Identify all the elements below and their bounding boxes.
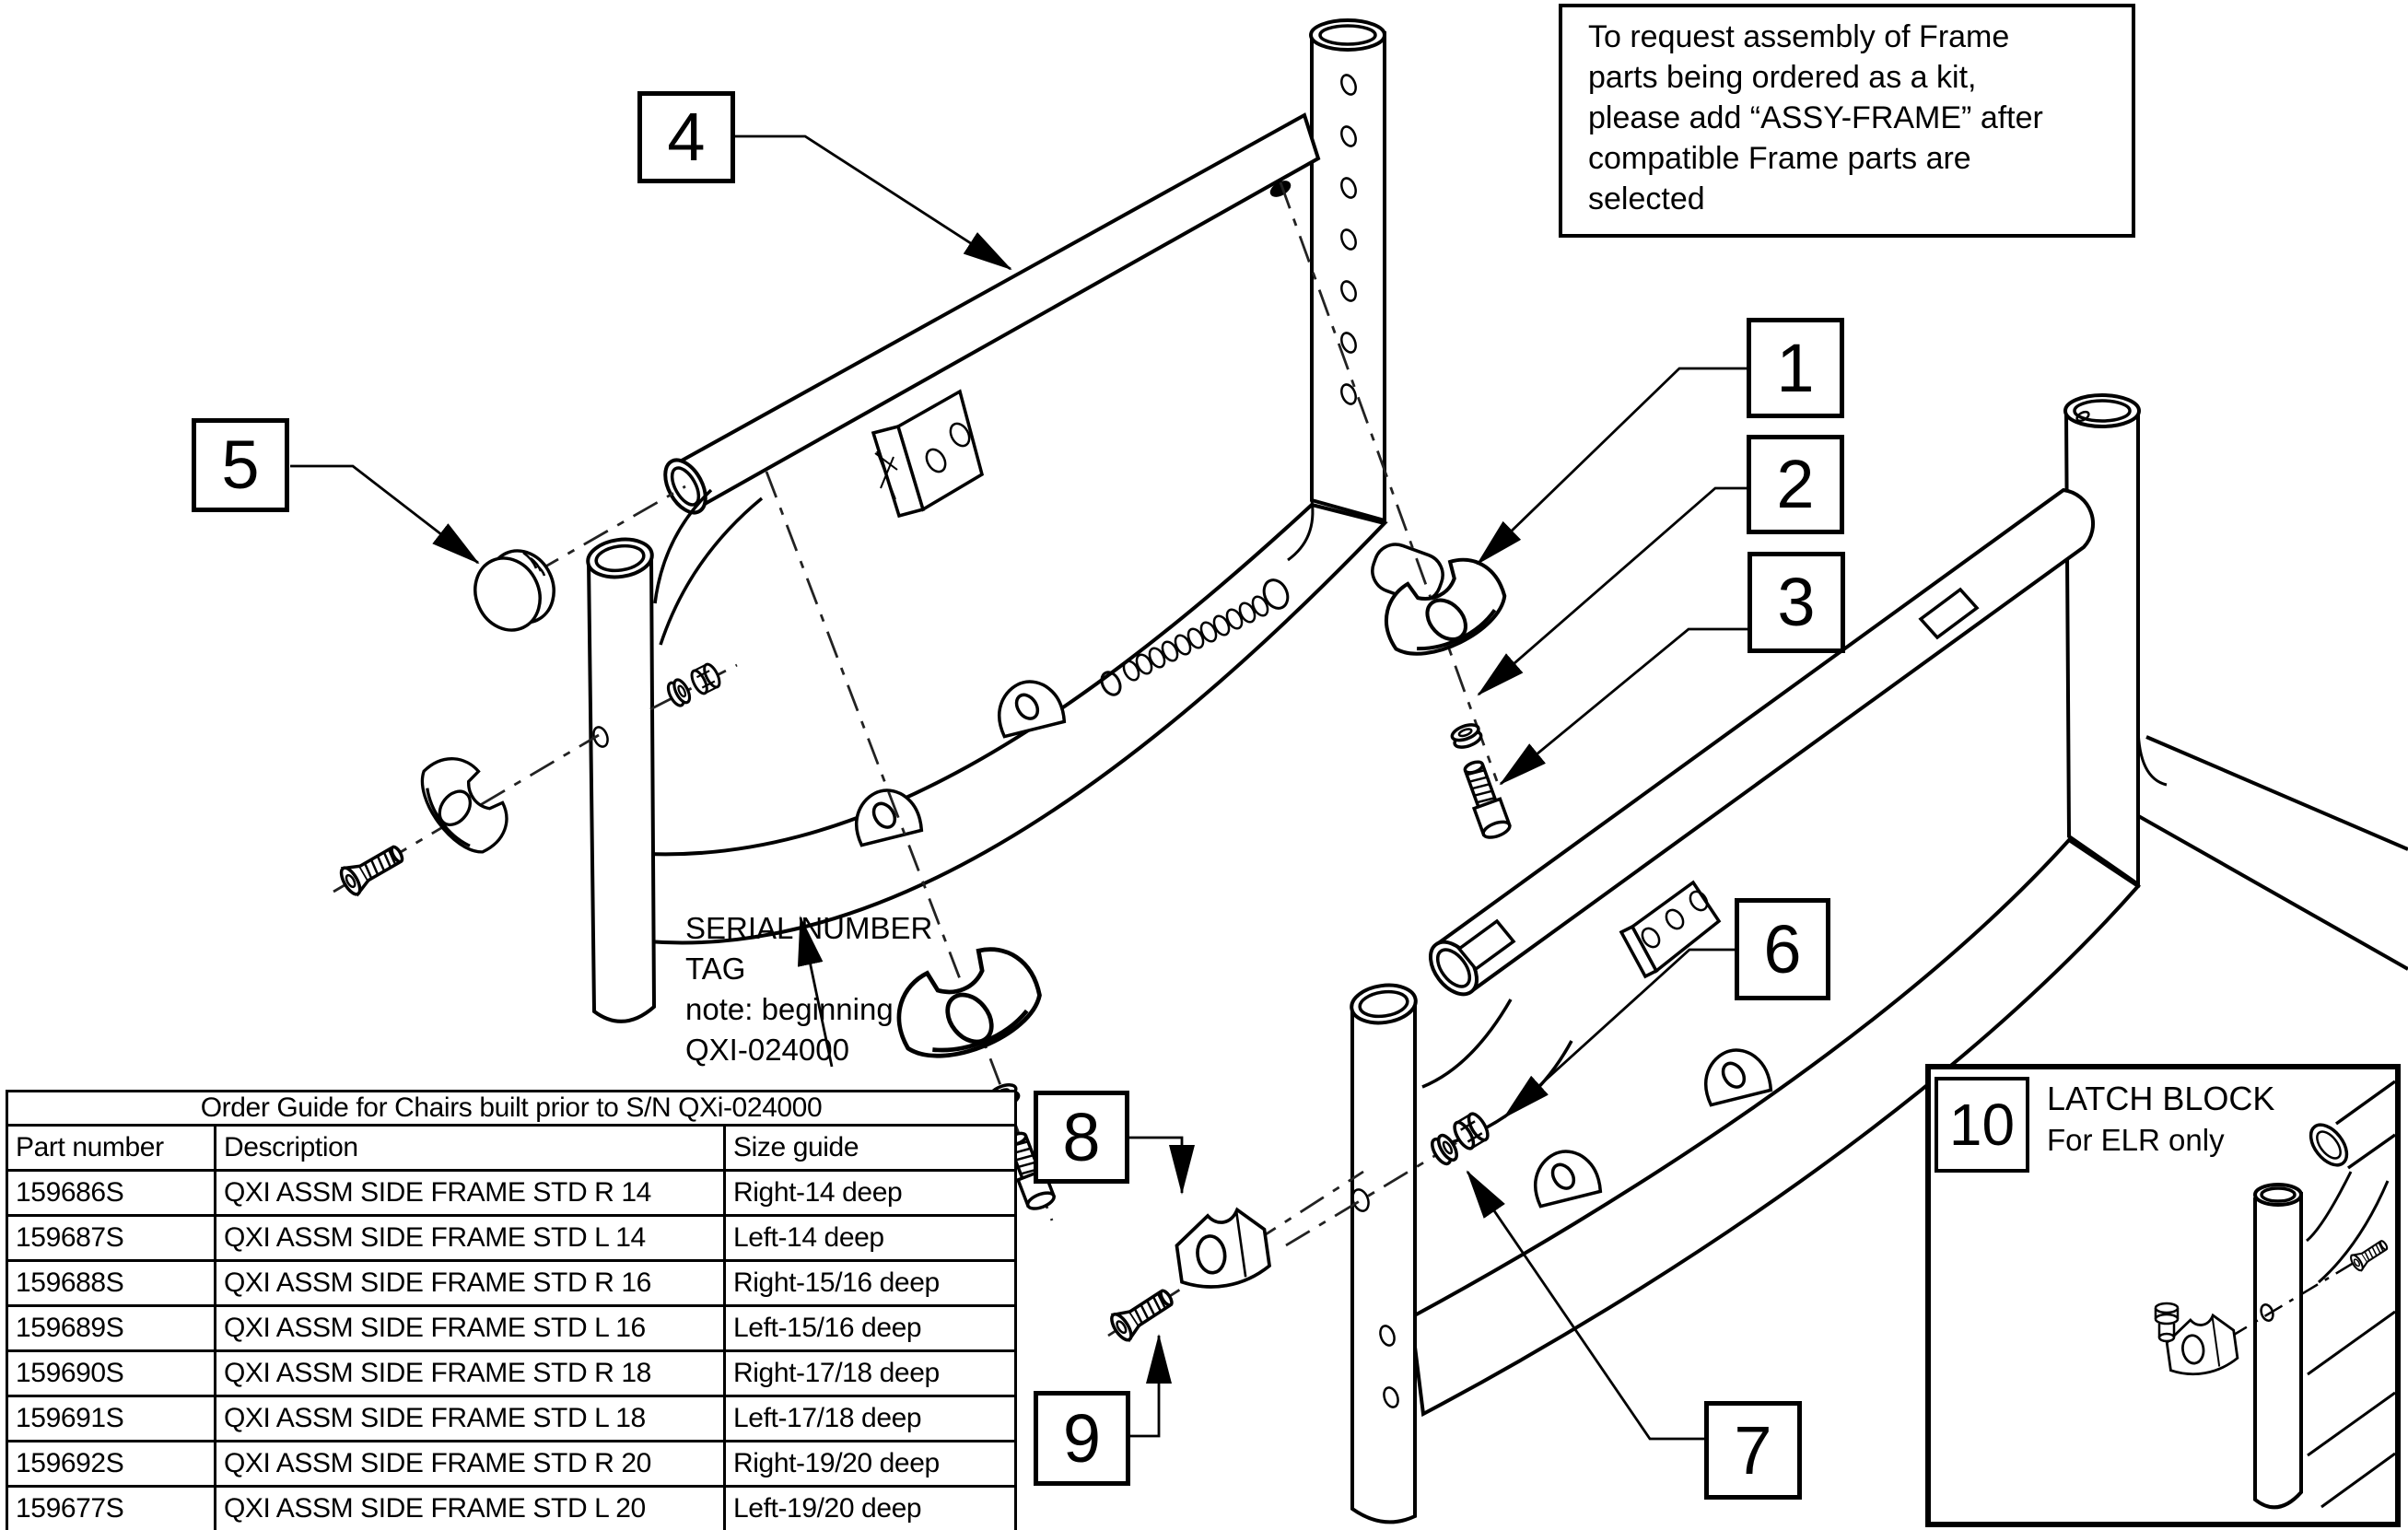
table-cell: Left-19/20 deep — [725, 1487, 1016, 1530]
seat-tube-item4 — [657, 115, 1318, 520]
table-cell: 159687S — [7, 1216, 216, 1261]
table-cell: Left-14 deep — [725, 1216, 1016, 1261]
callout-4: 4 — [637, 91, 735, 183]
serial-note-line: QXI-024000 — [685, 1033, 849, 1067]
right-back-post — [2065, 395, 2139, 884]
table-cell: Right-19/20 deep — [725, 1442, 1016, 1487]
table-body — [7, 1171, 1016, 1530]
table-cell: Right-17/18 deep — [725, 1351, 1016, 1396]
table-cell: QXI ASSM SIDE FRAME STD L 18 — [216, 1396, 725, 1442]
table-cell: 159688S — [7, 1261, 216, 1306]
note-line: To request assembly of Frame — [1588, 19, 2010, 54]
callout-8: 8 — [1034, 1091, 1129, 1184]
serial-number-note — [685, 908, 962, 1070]
callout-5: 5 — [192, 418, 289, 512]
table-row — [7, 1396, 1016, 1442]
table-row — [7, 1487, 1016, 1530]
callout-1: 1 — [1747, 318, 1844, 418]
column-header-size-guide: Size guide — [725, 1126, 1016, 1171]
saddle-clamp — [409, 744, 520, 864]
note-line: compatible Frame parts are — [1588, 141, 1971, 176]
latch-block-item8 — [1173, 1207, 1271, 1292]
table-row — [7, 1442, 1016, 1487]
callout-7: 7 — [1704, 1401, 1802, 1500]
serial-note-line: note: beginning — [685, 992, 894, 1026]
callout-3: 3 — [1748, 552, 1845, 653]
note-line: please add “ASSY-FRAME” after — [1588, 100, 2043, 135]
column-header-part-number: Part number — [7, 1126, 216, 1171]
table-row — [7, 1171, 1016, 1216]
callout-9: 9 — [1034, 1391, 1130, 1486]
washer — [665, 677, 693, 707]
latch-pin — [2156, 1303, 2178, 1341]
table-cell: QXI ASSM SIDE FRAME STD R 14 — [216, 1171, 725, 1216]
serial-note-line: SERIAL NUMBER — [685, 911, 933, 945]
table-cell: Left-17/18 deep — [725, 1396, 1016, 1442]
order-guide-table — [6, 1090, 1017, 1530]
table-row — [7, 1216, 1016, 1261]
table-cell: QXI ASSM SIDE FRAME STD L 14 — [216, 1216, 725, 1261]
table-cell: QXI ASSM SIDE FRAME STD L 16 — [216, 1306, 725, 1351]
table-title: Order Guide for Chairs built prior to S/N QXi-024000 — [7, 1092, 1016, 1126]
nut — [689, 662, 723, 696]
latch-block-subtitle: For ELR only — [2047, 1123, 2225, 1157]
screw-item9 — [1108, 1284, 1177, 1343]
table-cell: 159692S — [7, 1442, 216, 1487]
table-cell: 159691S — [7, 1396, 216, 1442]
table-cell: 159690S — [7, 1351, 216, 1396]
plug-item5 — [463, 540, 565, 640]
washer-item7 — [1429, 1132, 1460, 1166]
table-row — [7, 1306, 1016, 1351]
note-line: parts being ordered as a kit, — [1588, 60, 1977, 95]
note-box — [1559, 4, 2135, 238]
table-title-row — [7, 1092, 1016, 1126]
rail-ear — [1699, 1044, 1772, 1105]
callout-2: 2 — [1747, 435, 1844, 534]
callout-6: 6 — [1735, 898, 1830, 1000]
serial-note-line: TAG — [685, 952, 746, 986]
column-header-description: Description — [216, 1126, 725, 1171]
latch-block-title: LATCH BLOCK — [2047, 1080, 2275, 1117]
flathead-screw — [338, 840, 408, 897]
table-row — [7, 1351, 1016, 1396]
left-back-post — [1288, 20, 1385, 560]
callout-10: 10 — [1935, 1077, 2029, 1173]
table-cell: QXI ASSM SIDE FRAME STD R 16 — [216, 1261, 725, 1306]
note-line: selected — [1588, 181, 1705, 216]
table-row — [7, 1261, 1016, 1306]
table-cell: QXI ASSM SIDE FRAME STD L 20 — [216, 1487, 725, 1530]
table-cell: 159677S — [7, 1487, 216, 1530]
washer-item2 — [1450, 722, 1483, 751]
table-cell: 159686S — [7, 1171, 216, 1216]
table-cell: Left-15/16 deep — [725, 1306, 1016, 1351]
table-cell: Right-14 deep — [725, 1171, 1016, 1216]
table-header-row — [7, 1126, 1016, 1171]
table-cell: QXI ASSM SIDE FRAME STD R 18 — [216, 1351, 725, 1396]
table-cell: Right-15/16 deep — [725, 1261, 1016, 1306]
screw-item3 — [1459, 758, 1512, 840]
nut-item6 — [1451, 1111, 1491, 1151]
camber-tube — [2135, 737, 2408, 969]
table-cell: QXI ASSM SIDE FRAME STD R 20 — [216, 1442, 725, 1487]
rail-ear — [1528, 1145, 1602, 1207]
table-cell: 159689S — [7, 1306, 216, 1351]
